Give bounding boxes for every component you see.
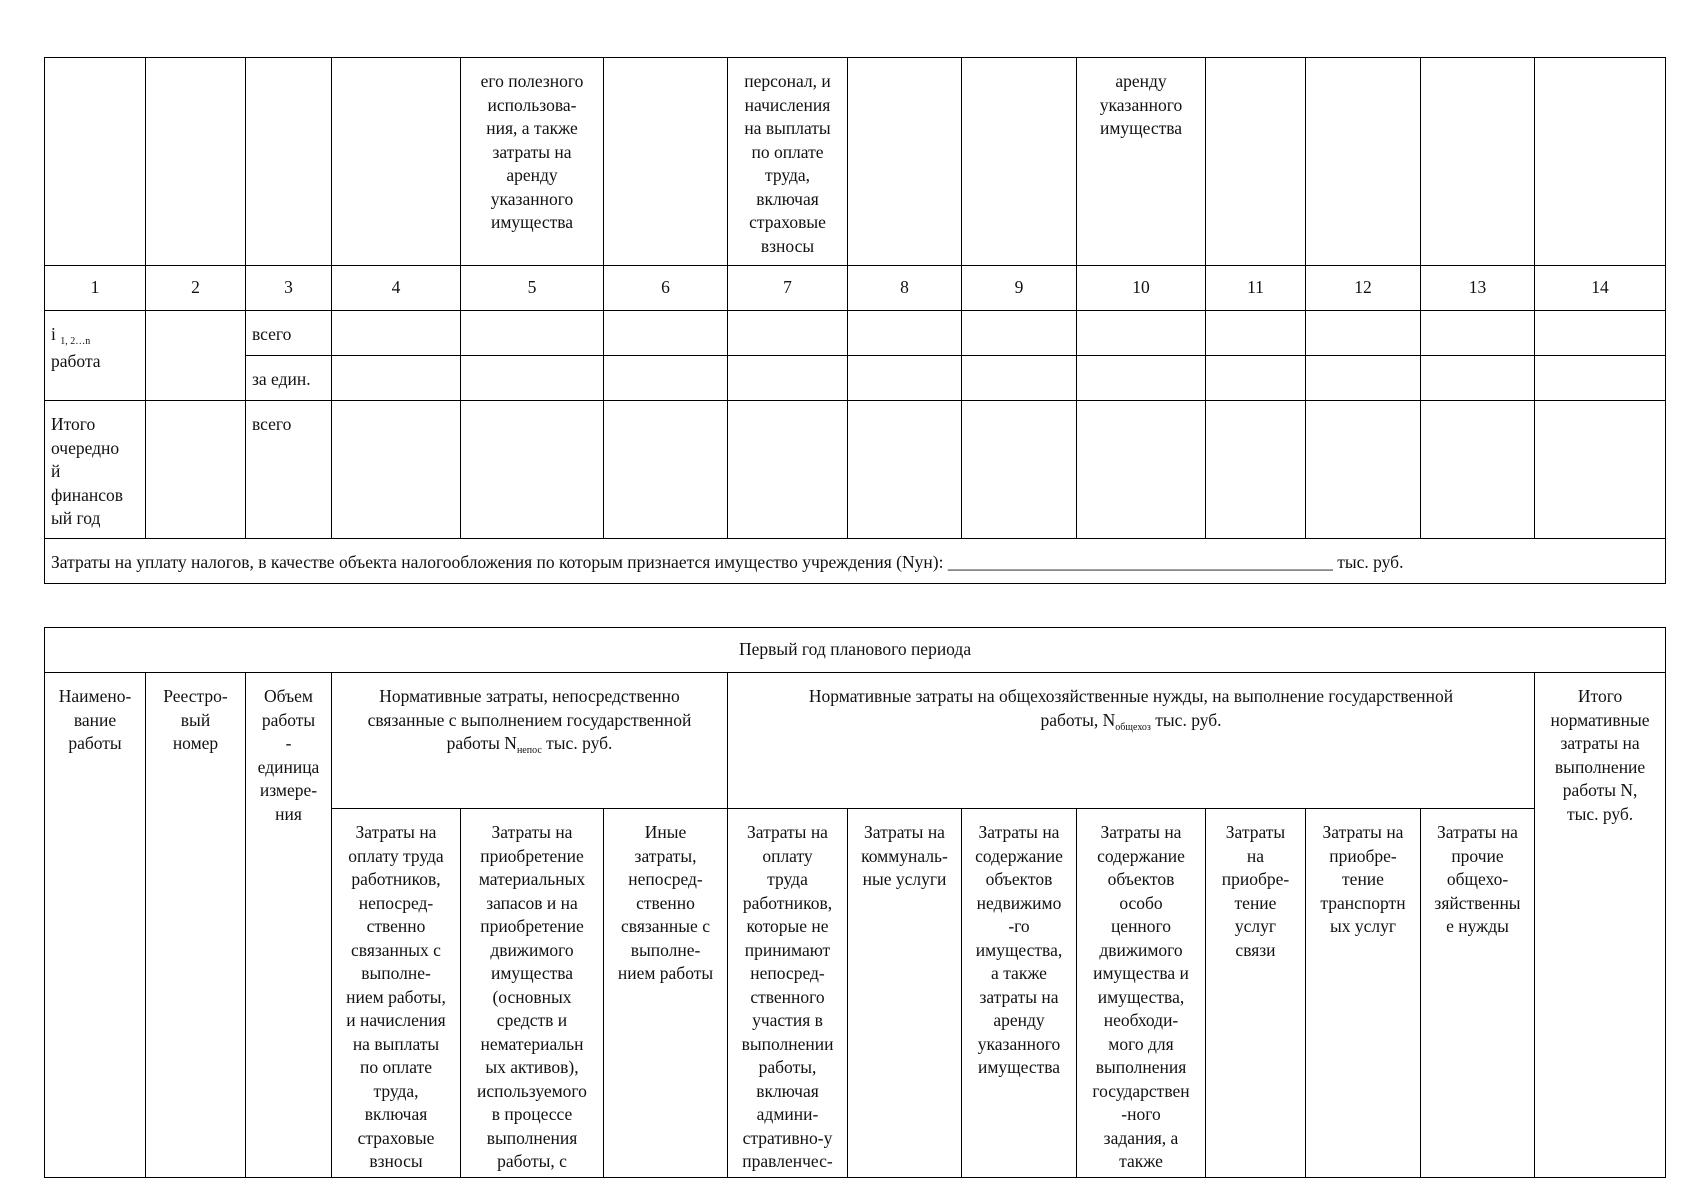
column-number: 2 bbox=[146, 266, 246, 311]
cell bbox=[332, 401, 461, 539]
cell bbox=[461, 356, 604, 401]
cell bbox=[604, 58, 728, 266]
financial-year-total-label: Итого очередно й финансов ый год bbox=[45, 401, 146, 539]
work-label: работа bbox=[51, 350, 101, 371]
column-number: 6 bbox=[604, 266, 728, 311]
direct-labor-costs-header: Затраты на оплату труда работников, непосред- ственно связанных с выполне- нием работы, и начисления на выплаты по оплате труда, включая страховые взносы bbox=[332, 809, 461, 1178]
cell bbox=[246, 58, 332, 266]
cell bbox=[728, 311, 848, 356]
column-number: 13 bbox=[1421, 266, 1535, 311]
direct-costs-subscript: непос bbox=[516, 745, 542, 756]
col7-header-continued: персонал, и начисления на выплаты по оплате труда, включая страховые взносы bbox=[728, 58, 848, 266]
direct-costs-label: Нормативные затраты, непосредственно связанные с выполнением государственной работы N bbox=[367, 686, 692, 753]
cell bbox=[728, 356, 848, 401]
cost-table-first-planning-year bbox=[44, 627, 1666, 1178]
financial-year-total-row bbox=[45, 401, 1666, 539]
cell bbox=[1421, 311, 1535, 356]
cell bbox=[1535, 58, 1666, 266]
header-continuation-row bbox=[45, 58, 1666, 266]
cell bbox=[962, 58, 1077, 266]
cell bbox=[1077, 401, 1206, 539]
work-index-subscript: 1, 2…n bbox=[60, 336, 91, 347]
column-numbers-row bbox=[45, 266, 1666, 311]
communication-services-header: Затраты на приобре- тение услуг связи bbox=[1206, 809, 1306, 1178]
period-title: Первый год планового периода bbox=[45, 628, 1666, 673]
col5-header-continued: его полезного использова- ния, а также затраты на аренду указанного имущества bbox=[461, 58, 604, 266]
col10-header-continued: аренду указанного имущества bbox=[1077, 58, 1206, 266]
cell bbox=[146, 401, 246, 539]
direct-materials-costs-header: Затраты на приобретение материальных запасов и на приобретение движимого имущества (основных средств и нематериальн ых активов), используемого в процессе выполнения работы, с bbox=[461, 809, 604, 1178]
general-costs-unit: тыс. руб. bbox=[1150, 709, 1222, 730]
column-number: 3 bbox=[246, 266, 332, 311]
real-estate-maintenance-header: Затраты на содержание объектов недвижимо -го имущества, а также затраты на аренду указанного имущества bbox=[962, 809, 1077, 1178]
cell bbox=[1206, 58, 1306, 266]
cell bbox=[1306, 401, 1421, 539]
cell bbox=[332, 356, 461, 401]
cell bbox=[1206, 401, 1306, 539]
column-number: 7 bbox=[728, 266, 848, 311]
cell bbox=[146, 311, 246, 401]
cell bbox=[45, 58, 146, 266]
cell bbox=[1077, 356, 1206, 401]
general-costs-subscript: общехоз bbox=[1115, 721, 1151, 733]
column-number: 5 bbox=[461, 266, 604, 311]
total-label: всего bbox=[246, 311, 332, 356]
cell bbox=[1206, 356, 1306, 401]
column-number: 1 bbox=[45, 266, 146, 311]
column-number: 11 bbox=[1206, 266, 1306, 311]
general-labor-costs-header: Затраты на оплату труда работников, которые не принимают непосред- ственного участия в выполнении работы, включая админи- стративно-у правленчес- bbox=[728, 809, 848, 1178]
work-index: i bbox=[51, 324, 56, 344]
registry-number-header: Реестро- вый номер bbox=[146, 673, 246, 1178]
column-number: 8 bbox=[848, 266, 962, 311]
cell bbox=[332, 311, 461, 356]
cell bbox=[728, 401, 848, 539]
cell bbox=[1206, 311, 1306, 356]
cell bbox=[604, 311, 728, 356]
column-number: 14 bbox=[1535, 266, 1666, 311]
valuable-property-maintenance-header: Затраты на содержание объектов особо ценного движимого имущества и имущества, необходи- мого для выполнения государствен -ного задания, а также bbox=[1077, 809, 1206, 1178]
cost-table-current-year bbox=[44, 57, 1666, 584]
per-unit-label: за един. bbox=[246, 356, 332, 401]
property-tax-line: Затраты на уплату налогов, в качестве объекта налогообложения по которым признается имущество учреждения (Nун): ____________________________________________ тыс. руб. bbox=[45, 539, 1666, 584]
cell bbox=[604, 401, 728, 539]
work-volume-header: Объем работы - единица измере- ния bbox=[246, 673, 332, 1178]
cell bbox=[962, 356, 1077, 401]
general-costs-group-header bbox=[728, 673, 1535, 809]
column-number: 10 bbox=[1077, 266, 1206, 311]
group-header-row bbox=[45, 673, 1666, 809]
cell bbox=[1306, 58, 1421, 266]
total-normative-costs-header: Итого нормативные затраты на выполнение работы N, тыс. руб. bbox=[1535, 673, 1666, 1178]
direct-other-costs-header: Иные затраты, непосред- ственно связанные с выполне- нием работы bbox=[604, 809, 728, 1178]
cell bbox=[848, 356, 962, 401]
cell bbox=[962, 311, 1077, 356]
general-costs-label: Нормативные затраты на общехозяйственные нужды, на выполнение государственной работы, N bbox=[808, 686, 1454, 730]
period-title-row bbox=[45, 628, 1666, 673]
other-general-costs-header: Затраты на прочие общехо- зяйственны е нужды bbox=[1421, 809, 1535, 1178]
cell bbox=[604, 356, 728, 401]
direct-costs-unit: тыс. руб. bbox=[541, 733, 613, 753]
work-name-header: Наимено- вание работы bbox=[45, 673, 146, 1178]
cell bbox=[962, 401, 1077, 539]
cell bbox=[146, 58, 246, 266]
work-row-per-unit bbox=[45, 356, 1666, 401]
column-number: 12 bbox=[1306, 266, 1421, 311]
column-number: 4 bbox=[332, 266, 461, 311]
transport-services-header: Затраты на приобре- тение транспортн ых услуг bbox=[1306, 809, 1421, 1178]
cell bbox=[461, 401, 604, 539]
utilities-costs-header: Затраты на коммуналь- ные услуги bbox=[848, 809, 962, 1178]
cell bbox=[1535, 356, 1666, 401]
cell bbox=[1421, 401, 1535, 539]
direct-costs-group-header bbox=[332, 673, 728, 809]
cell bbox=[461, 311, 604, 356]
work-name-cell bbox=[45, 311, 146, 401]
cell bbox=[332, 58, 461, 266]
cell bbox=[848, 58, 962, 266]
total-label: всего bbox=[246, 401, 332, 539]
cell bbox=[1306, 311, 1421, 356]
tax-row bbox=[45, 539, 1666, 584]
cell bbox=[848, 401, 962, 539]
work-row-total bbox=[45, 311, 1666, 356]
cell bbox=[848, 311, 962, 356]
cell bbox=[1535, 311, 1666, 356]
cell bbox=[1421, 356, 1535, 401]
cell bbox=[1077, 311, 1206, 356]
column-number: 9 bbox=[962, 266, 1077, 311]
cell bbox=[1535, 401, 1666, 539]
cell bbox=[1306, 356, 1421, 401]
cell bbox=[1421, 58, 1535, 266]
